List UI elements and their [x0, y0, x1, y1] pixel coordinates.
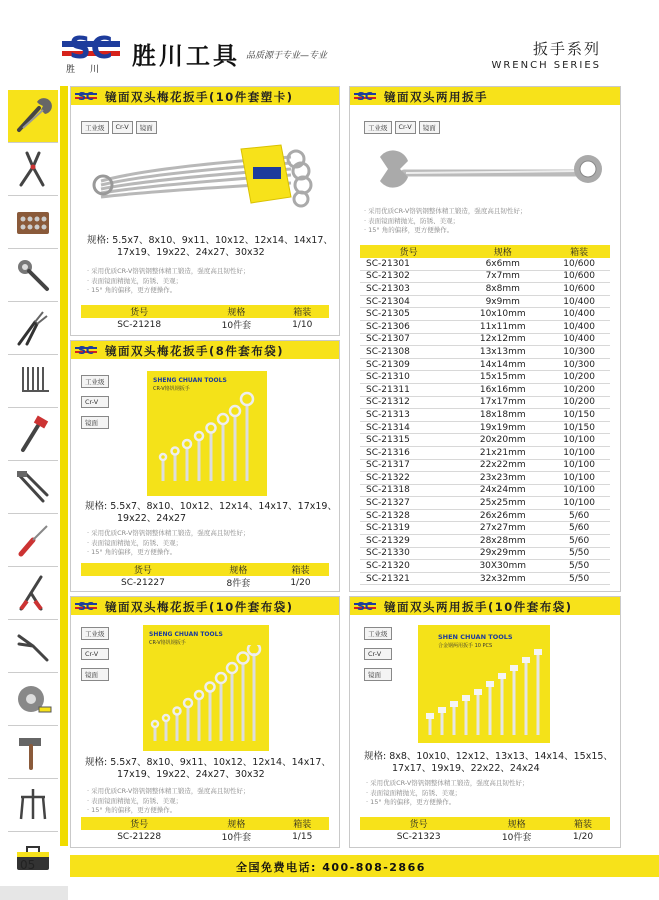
cell-code: SC-21330	[360, 547, 457, 560]
long-nose-pliers-icon	[13, 573, 53, 613]
table-row	[360, 409, 610, 422]
cell-pack: 5/60	[548, 522, 610, 535]
sidebar-item-pipe-wrench[interactable]	[8, 408, 58, 461]
ratchet-icon	[13, 255, 53, 295]
cell-spec: 24x24mm	[457, 484, 548, 497]
panel-title-bar	[71, 597, 339, 615]
sidebar-item-hammer[interactable]	[8, 726, 58, 779]
table-row	[360, 283, 610, 296]
bag-brand: SHENG CHUAN TOOLS	[153, 377, 227, 384]
cell-pack: 10/600	[548, 283, 610, 296]
cell-pack: 10/150	[548, 421, 610, 434]
panel-title: 镜面双头梅花扳手(10件套塑卡)	[105, 90, 294, 104]
table-row	[81, 576, 329, 589]
table-row	[81, 830, 329, 843]
cell-pack: 10/200	[548, 383, 610, 396]
spec-line-1: 规格: 8x8、10x10、12x12、13x13、14x14、15x15、	[364, 751, 613, 762]
badge-mirror: 镜面	[419, 121, 440, 134]
panel-title-bar	[71, 87, 339, 105]
product-image-tool-bag	[418, 625, 550, 743]
product-image-tool-bag	[147, 371, 267, 496]
note-1: · 采用优质CR-V铬钒钢整体精工锻造，强度高且韧性好；	[87, 529, 250, 537]
cell-code: SC-21227	[121, 577, 165, 588]
cell-code: SC-21311	[360, 383, 457, 396]
table-row	[360, 421, 610, 434]
cell-spec: 8件套	[226, 579, 251, 589]
bag-subtitle: CR-V铬钒钢扳手	[153, 386, 190, 392]
header-spec: 规格	[457, 245, 548, 258]
cell-code: SC-21322	[360, 472, 457, 485]
header-code: 货号	[81, 817, 197, 830]
cell-pack: 5/50	[548, 572, 610, 585]
sidebar-item-long-nose-pliers[interactable]	[8, 567, 58, 620]
note-1: · 采用优质CR-V铬钒钢整体精工锻造，强度高且韧性好；	[87, 267, 250, 275]
cell-pack: 5/50	[548, 560, 610, 573]
badge-crv: Cr-V	[81, 396, 109, 408]
spec-line-1: 规格: 5.5x7、8x10、9x11、10x12、12x14、14x17、	[87, 235, 333, 246]
note-3: · 15° 角的偏移，更方便操作。	[366, 798, 456, 806]
table-row	[360, 346, 610, 359]
table-row	[360, 396, 610, 409]
cell-pack: 10/400	[548, 320, 610, 333]
product-image-tool-bag	[143, 625, 269, 751]
table-row	[360, 535, 610, 548]
note-1: · 采用优质CR-V铬钒钢整体精工锻造，强度高且韧性好；	[366, 779, 529, 787]
cell-code: SC-21312	[360, 396, 457, 409]
cell-code: SC-21317	[360, 459, 457, 472]
cell-code: SC-21310	[360, 371, 457, 384]
badge-mirror: 镜面	[136, 121, 157, 134]
svg-text:SC: SC	[357, 600, 373, 613]
sidebar	[0, 86, 68, 886]
cell-spec: 13x13mm	[457, 346, 548, 359]
combination-wrench-table	[360, 245, 610, 585]
table-row	[360, 522, 610, 535]
header-code: 货号	[81, 563, 205, 576]
cell-pack: 10/600	[548, 258, 610, 270]
cell-pack: 10/600	[548, 270, 610, 283]
cell-pack: 10/400	[548, 308, 610, 321]
cell-spec: 7x7mm	[457, 270, 548, 283]
category-title-cn: 扳手系列	[532, 40, 601, 58]
feature-notes	[87, 529, 249, 558]
hammer-icon	[13, 732, 53, 772]
cell-spec: 8x8mm	[457, 283, 548, 296]
spec-line-2: 19x22、24x27	[117, 513, 187, 524]
cell-spec: 9x9mm	[457, 295, 548, 308]
cell-pack: 10/100	[548, 484, 610, 497]
feature-badges	[364, 627, 392, 681]
table-row	[360, 371, 610, 384]
tape-measure-icon	[13, 679, 53, 719]
cell-spec: 21x21mm	[457, 446, 548, 459]
screwdriver-icon	[13, 520, 53, 560]
cell-spec: 26x26mm	[457, 509, 548, 522]
cell-pack: 5/60	[548, 509, 610, 522]
cell-code: SC-21328	[360, 509, 457, 522]
cell-pack: 10/200	[548, 371, 610, 384]
table-row	[360, 434, 610, 447]
header-spec: 规格	[197, 817, 275, 830]
table-row	[360, 358, 610, 371]
badge-crv: Cr-V	[395, 121, 416, 134]
sidebar-item-pliers[interactable]	[8, 143, 58, 196]
cell-code: SC-21306	[360, 320, 457, 333]
sidebar-item-bolt-cutter[interactable]	[8, 302, 58, 355]
sidebar-accent-strip	[60, 86, 68, 846]
note-1: · 采用优质CR-V铬钒钢整体精工锻造，强度高且韧性好；	[87, 787, 250, 795]
header-spec: 规格	[205, 563, 272, 576]
logo-letters: SC	[69, 31, 113, 66]
sc-logo-icon	[354, 599, 376, 613]
svg-text:SC: SC	[357, 90, 373, 103]
cell-pack: 1/20	[572, 831, 594, 842]
cell-code: SC-21318	[360, 484, 457, 497]
cell-code: SC-21316	[360, 446, 457, 459]
note-2: · 表面镜面精抛光，防锈、美观；	[364, 216, 460, 225]
cell-spec: 17x17mm	[457, 396, 548, 409]
cell-pack: 10/200	[548, 396, 610, 409]
badge-mirror: 镜面	[364, 668, 392, 681]
sc-logo-icon	[75, 89, 97, 103]
note-1: · 采用优质CR-V铬钒钢整体精工锻造，强度高且韧性好；	[364, 207, 527, 215]
sc-logo-icon	[75, 599, 97, 613]
feature-notes	[364, 207, 526, 236]
crimper-icon	[13, 467, 53, 507]
cell-pack: 1/10	[292, 319, 313, 330]
cell-spec: 20x20mm	[457, 434, 548, 447]
cell-pack: 5/60	[548, 535, 610, 548]
badge-industrial: 工业级	[364, 627, 392, 640]
table-row	[360, 446, 610, 459]
order-table	[81, 563, 329, 589]
badge-industrial: 工业级	[364, 121, 392, 134]
cell-pack: 10/300	[548, 346, 610, 359]
cell-code: SC-21308	[360, 346, 457, 359]
product-panel-combination-10pc-bag	[349, 596, 621, 848]
note-2: · 表面镜面精抛光，防锈、美观；	[87, 538, 183, 547]
cell-spec: 19x19mm	[457, 421, 548, 434]
hotline: 全国免费电话: 400-808-2866	[236, 861, 426, 874]
table-row	[360, 560, 610, 573]
table-row	[360, 258, 610, 270]
header-pack: 箱装	[556, 817, 610, 830]
table-row	[360, 484, 610, 497]
cell-code: SC-21313	[360, 409, 457, 422]
sidebar-item-screwdriver[interactable]	[8, 514, 58, 567]
cell-spec: 10件套	[501, 833, 532, 843]
badge-industrial: 工业级	[81, 375, 109, 388]
product-panel-10pc-bag	[70, 596, 340, 848]
cell-spec: 30X30mm	[457, 560, 548, 573]
panel-title: 镜面双头梅花扳手(8件套布袋)	[105, 344, 285, 358]
socket-set-icon	[13, 202, 53, 242]
panel-title-bar	[350, 597, 620, 615]
table-row	[360, 497, 610, 510]
spec-line-1: 规格: 5.5x7、8x10、9x11、10x12、12x14、14x17、	[85, 757, 331, 768]
table-row	[360, 295, 610, 308]
panel-title-bar	[71, 341, 339, 359]
spec-line-2: 17x19、19x22、24x27、30x32	[117, 247, 265, 258]
bolt-cutter-icon	[13, 308, 53, 348]
cell-pack: 10/100	[548, 459, 610, 472]
bag-subtitle: CR-V铬钒钢扳手	[149, 640, 186, 646]
cell-code: SC-21320	[360, 560, 457, 573]
pipe-wrench-icon	[13, 414, 53, 454]
logo-subtext: 胜 川	[66, 65, 105, 75]
header-pack: 箱装	[548, 245, 610, 258]
cell-spec: 15x15mm	[457, 371, 548, 384]
sidebar-item-hex-key-set[interactable]	[8, 355, 58, 408]
bag-brand: SHEN CHUAN TOOLS	[438, 633, 513, 641]
cell-spec: 10件套	[221, 833, 252, 843]
cell-spec: 27x27mm	[457, 522, 548, 535]
panel-title: 镜面双头梅花扳手(10件套布袋)	[105, 600, 294, 614]
feature-badges	[364, 121, 440, 134]
spec-line-1: 规格: 5.5x7、8x10、10x12、12x14、14x17、17x19、	[85, 501, 337, 512]
header-code: 货号	[81, 305, 197, 318]
cell-code: SC-21301	[360, 258, 457, 270]
order-table	[81, 305, 329, 331]
cell-code: SC-21314	[360, 421, 457, 434]
svg-text:SC: SC	[78, 600, 94, 613]
pliers-icon	[13, 149, 53, 189]
cell-spec: 22x22mm	[457, 459, 548, 472]
cell-spec: 32x32mm	[457, 572, 548, 585]
cell-spec: 14x14mm	[457, 358, 548, 371]
table-row	[360, 472, 610, 485]
table-row	[360, 830, 610, 843]
badge-industrial: 工业级	[81, 627, 109, 640]
svg-text:SC: SC	[78, 344, 94, 357]
panel-title: 镜面双头两用扳手	[384, 90, 488, 104]
feature-notes	[87, 787, 249, 816]
badge-crv: Cr-V	[364, 648, 392, 660]
cell-spec: 6x6mm	[457, 258, 548, 270]
cell-code: SC-21321	[360, 572, 457, 585]
order-table	[81, 817, 329, 843]
brand-name: 胜川工具	[132, 41, 240, 70]
product-panel-10pc-card	[70, 86, 340, 336]
sidebar-item-adjustable-wrench[interactable]	[8, 90, 58, 143]
cell-spec: 12x12mm	[457, 333, 548, 346]
cell-code: SC-21323	[396, 831, 441, 842]
cell-spec: 25x25mm	[457, 497, 548, 510]
badge-mirror: 镜面	[81, 416, 109, 429]
badge-industrial: 工业级	[81, 121, 109, 134]
note-3: · 15° 角的偏移，更方便操作。	[364, 226, 454, 234]
svg-text:SC: SC	[78, 90, 94, 103]
table-row	[81, 318, 329, 331]
cell-code: SC-21307	[360, 333, 457, 346]
table-row	[360, 270, 610, 283]
cell-code: SC-21309	[360, 358, 457, 371]
cell-code: SC-21302	[360, 270, 457, 283]
cell-pack: 10/100	[548, 434, 610, 447]
table-row	[360, 308, 610, 321]
note-2: · 表面镜面精抛光，防锈、美观；	[87, 276, 183, 285]
cell-spec: 29x29mm	[457, 547, 548, 560]
cell-spec: 28x28mm	[457, 535, 548, 548]
cell-spec: 10件套	[221, 321, 252, 331]
header-pack: 箱装	[272, 563, 329, 576]
cell-spec: 23x23mm	[457, 472, 548, 485]
header-pack: 箱装	[275, 817, 329, 830]
sidebar-item-tape-measure[interactable]	[8, 673, 58, 726]
badge-crv: Cr-V	[81, 648, 109, 660]
cell-pack: 5/50	[548, 547, 610, 560]
cell-pack: 10/100	[548, 472, 610, 485]
cell-pack: 10/150	[548, 409, 610, 422]
header-spec: 规格	[477, 817, 556, 830]
feature-badges	[81, 375, 109, 429]
bag-brand: SHENG CHUAN TOOLS	[149, 631, 223, 638]
sidebar-item-socket-set[interactable]	[8, 196, 58, 249]
cell-code: SC-21304	[360, 295, 457, 308]
table-row	[360, 320, 610, 333]
note-2: · 表面镜面精抛光，防锈、美观；	[87, 796, 183, 805]
sidebar-item-locking-pliers[interactable]	[8, 620, 58, 673]
spec-line-2: 17x19、19x22、24x27、30x32	[117, 769, 265, 780]
badge-mirror: 镜面	[81, 668, 109, 681]
category-title-en: WRENCH SERIES	[491, 60, 601, 71]
table-row	[360, 383, 610, 396]
table-row	[360, 509, 610, 522]
cell-spec: 10x10mm	[457, 308, 548, 321]
slogan: 品质源于专业—专业	[246, 51, 328, 61]
header-code: 货号	[360, 245, 457, 258]
feature-notes	[366, 779, 528, 808]
cell-code: SC-21315	[360, 434, 457, 447]
sc-logo-icon	[354, 89, 376, 103]
cell-code: SC-21228	[117, 831, 162, 842]
note-2: · 表面镜面精抛光，防锈、美观；	[366, 788, 462, 797]
panel-title-bar	[350, 87, 620, 105]
cell-pack: 10/400	[548, 333, 610, 346]
table-row	[360, 547, 610, 560]
header-pack: 箱装	[275, 305, 329, 318]
cell-code: SC-21305	[360, 308, 457, 321]
sc-logo-icon	[75, 343, 97, 357]
locking-pliers-icon	[13, 626, 53, 666]
spec-line-2: 17x17、19x19、22x22、24x24	[392, 763, 540, 774]
sidebar-item-gear-puller[interactable]	[8, 779, 58, 832]
cell-pack: 10/400	[548, 295, 610, 308]
panel-title: 镜面双头两用扳手(10件套布袋)	[384, 600, 573, 614]
cell-code: SC-21319	[360, 522, 457, 535]
cell-pack: 10/100	[548, 497, 610, 510]
cell-pack: 1/20	[290, 577, 311, 588]
cell-code: SC-21303	[360, 283, 457, 296]
badge-crv: Cr-V	[112, 121, 133, 134]
product-image-combination-wrench	[370, 143, 610, 203]
cell-spec: 16x16mm	[457, 383, 548, 396]
table-row	[360, 459, 610, 472]
header-spec: 规格	[197, 305, 275, 318]
feature-badges	[81, 627, 109, 681]
header-code: 货号	[360, 817, 477, 830]
hex-key-set-icon	[13, 361, 53, 401]
note-3: · 15° 角的偏移，更方便操作。	[87, 806, 177, 814]
feature-badges	[81, 121, 157, 134]
note-3: · 15° 角的偏移，更方便操作。	[87, 548, 177, 556]
table-row	[360, 572, 610, 585]
table-row	[360, 333, 610, 346]
cell-code: SC-21327	[360, 497, 457, 510]
cell-code: SC-21218	[117, 319, 162, 330]
product-panel-8pc-bag	[70, 340, 340, 592]
gear-puller-icon	[13, 785, 53, 825]
adjustable-wrench-icon	[13, 96, 53, 136]
page-number: 05	[20, 858, 36, 872]
cell-pack: 10/100	[548, 446, 610, 459]
note-3: · 15° 角的偏移，更方便操作。	[87, 286, 177, 294]
sidebar-item-ratchet[interactable]	[8, 249, 58, 302]
cell-spec: 11x11mm	[457, 320, 548, 333]
cell-pack: 10/300	[548, 358, 610, 371]
product-image-wrench-card	[91, 137, 331, 217]
cell-spec: 18x18mm	[457, 409, 548, 422]
bag-subtitle: 合金钢两用扳手 10 PCS	[438, 643, 493, 649]
cell-code: SC-21329	[360, 535, 457, 548]
order-table	[360, 817, 610, 843]
sidebar-item-crimper[interactable]	[8, 461, 58, 514]
feature-notes	[87, 267, 249, 296]
cell-pack: 1/15	[292, 831, 313, 842]
